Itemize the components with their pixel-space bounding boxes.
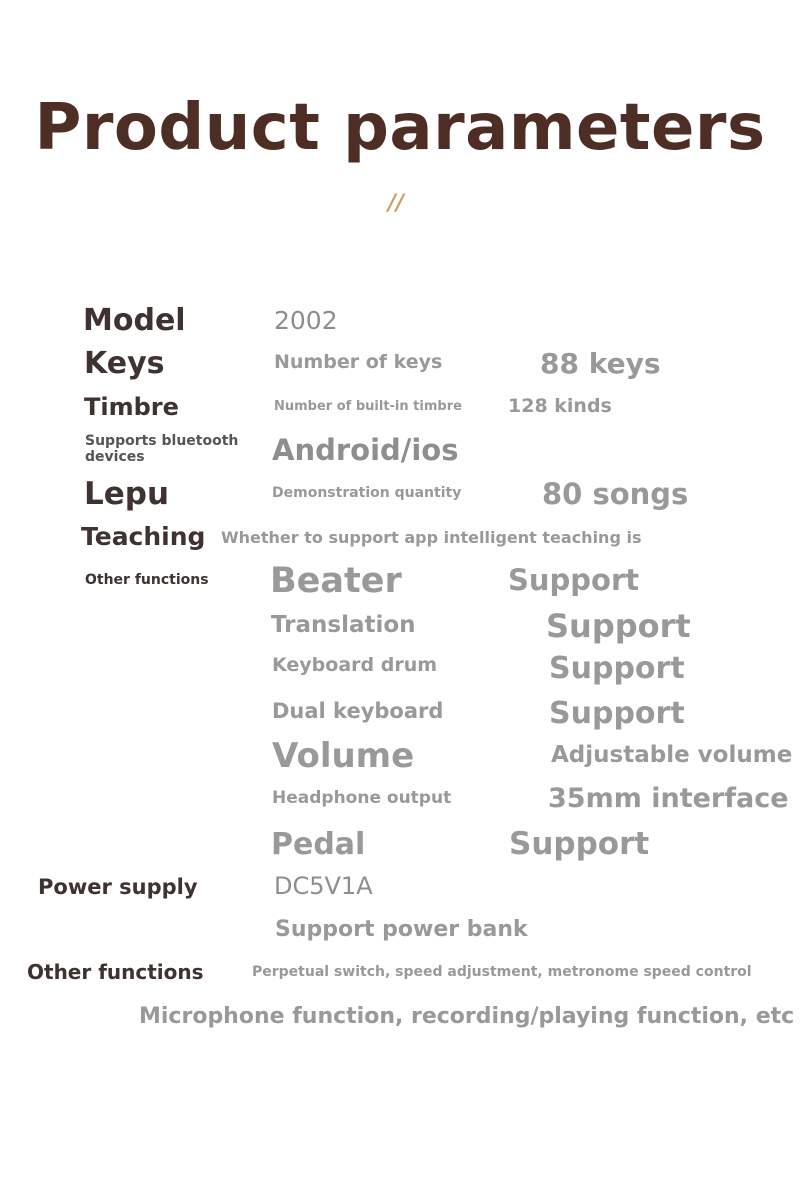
- timbre-value: 128 kinds: [508, 395, 612, 417]
- keys-label: Keys: [84, 346, 165, 381]
- page-title: Product parameters: [34, 91, 766, 165]
- beater-name: Beater: [270, 561, 402, 601]
- pedal-name: Pedal: [271, 827, 366, 862]
- keyboard-drum-value: Support: [549, 651, 685, 686]
- model-label: Model: [83, 303, 186, 338]
- model-value: 2002: [274, 306, 338, 335]
- other-functions-line2: Microphone function, recording/playing function, etc: [139, 1004, 795, 1029]
- teaching-label: Teaching: [81, 522, 206, 551]
- power-supply-label: Power supply: [38, 875, 198, 899]
- power-supply-value: DC5V1A: [274, 872, 373, 900]
- other-functions-label-2: Other functions: [27, 960, 204, 984]
- dual-keyboard-value: Support: [549, 696, 685, 731]
- teaching-sub: Whether to support app intelligent teaching is: [221, 528, 642, 547]
- other-functions-line1: Perpetual switch, speed adjustment, metronome speed control: [252, 964, 752, 980]
- bluetooth-label-line1: Supports bluetooth: [85, 433, 239, 449]
- lepu-sub: Demonstration quantity: [272, 485, 462, 501]
- keys-value: 88 keys: [540, 347, 661, 380]
- timbre-sub: Number of built-in timbre: [274, 399, 462, 414]
- lepu-value: 80 songs: [542, 477, 689, 511]
- bluetooth-value: Android/ios: [272, 433, 459, 467]
- other-functions-label: Other functions: [85, 572, 209, 588]
- dual-keyboard-name: Dual keyboard: [272, 699, 444, 723]
- translation-value: Support: [546, 607, 691, 645]
- headphone-output-value: 35mm interface: [548, 783, 789, 814]
- pedal-value: Support: [509, 826, 650, 862]
- translation-name: Translation: [271, 612, 416, 638]
- bluetooth-label-line2: devices: [85, 449, 145, 465]
- volume-value: Adjustable volume: [551, 742, 793, 768]
- keys-sub: Number of keys: [274, 351, 443, 373]
- beater-value: Support: [508, 563, 640, 597]
- lepu-label: Lepu: [84, 476, 170, 512]
- power-bank-note: Support power bank: [275, 917, 528, 942]
- title-decoration: //: [388, 191, 405, 216]
- timbre-label: Timbre: [84, 393, 179, 421]
- volume-name: Volume: [272, 736, 415, 776]
- headphone-output-name: Headphone output: [272, 788, 452, 808]
- keyboard-drum-name: Keyboard drum: [272, 654, 438, 676]
